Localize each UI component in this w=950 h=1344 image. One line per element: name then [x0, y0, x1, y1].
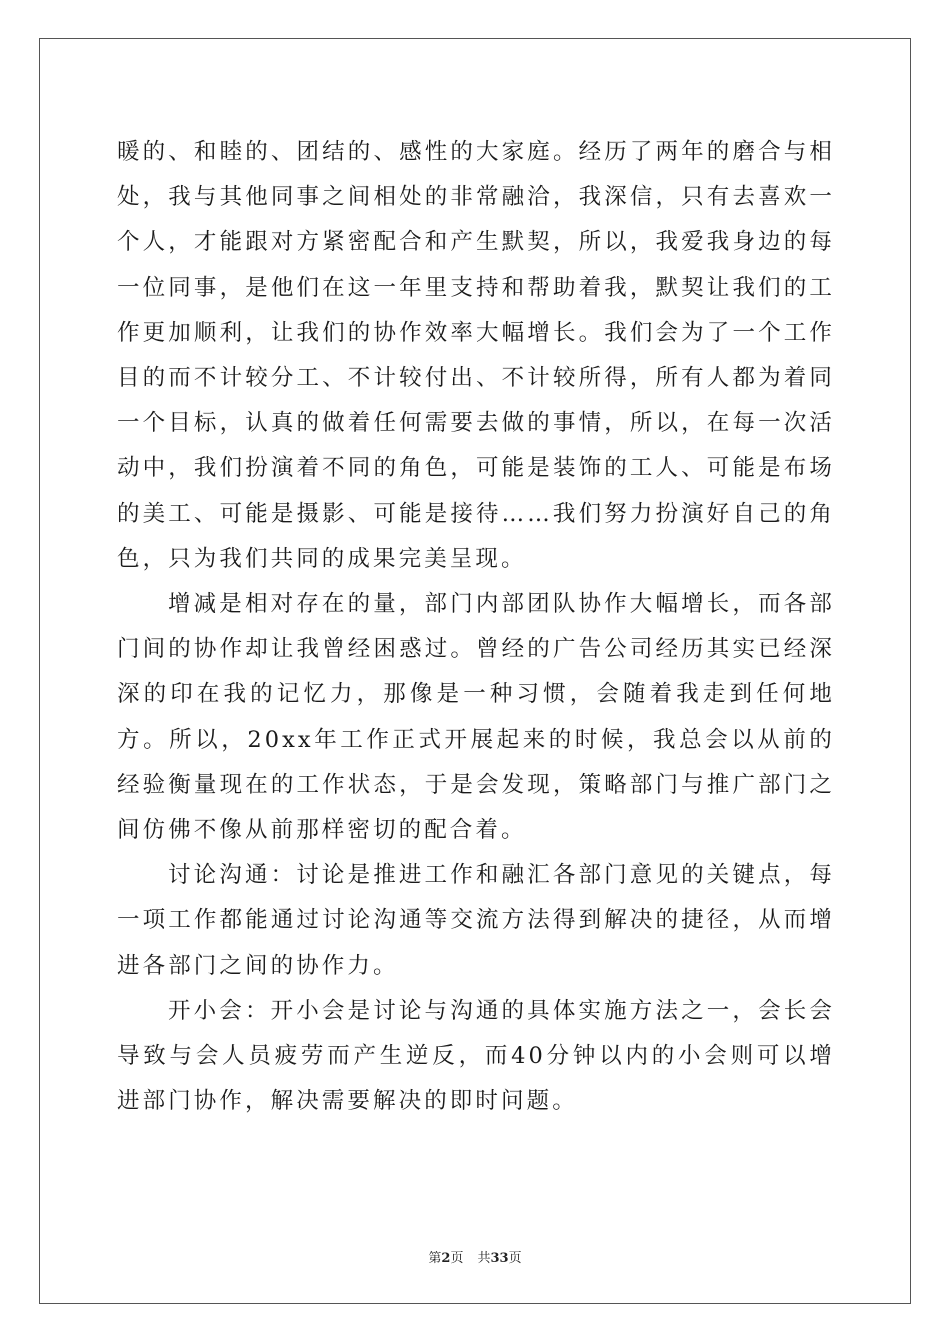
paragraph: 增减是相对存在的量，部门内部团队协作大幅增长，而各部门间的协作却让我曾经困惑过。曾经的广告公司经历其实已经深深的印在我的记忆力，那像是一种习惯，会随着我走到任何地方。所以，20xx年工作正式开展起来的时候，我总会以从前的经验衡量现在的工作状态，于是会发现，策略部门与推广部门之间仿佛不像从前那样密切的配合着。 — [117, 591, 835, 844]
total-suffix: 页 — [508, 1251, 522, 1266]
paragraph: 讨论沟通：讨论是推进工作和融汇各部门意见的关键点，每一项工作都能通过讨论沟通等交流方法得到解决的捷径，从而增进各部门之间的协作力。 — [117, 862, 835, 979]
paragraph: 开小会：开小会是讨论与沟通的具体实施方法之一，会长会导致与会人员疲劳而产生逆反，而40分钟以内的小会则可以增进部门协作，解决需要解决的即时问题。 — [117, 997, 835, 1115]
page-prefix: 第 — [428, 1251, 442, 1266]
total-prefix: 共 — [477, 1251, 491, 1266]
page-number: 2 — [441, 1251, 451, 1266]
page-suffix: 页 — [450, 1251, 464, 1266]
document-body — [117, 130, 835, 1124]
total-pages: 33 — [490, 1251, 509, 1266]
paragraph: 暖的、和睦的、团结的、感性的大家庭。经历了两年的磨合与相处，我与其他同事之间相处的非常融洽，我深信，只有去喜欢一个人，才能跟对方紧密配合和产生默契，所以，我爱我身边的每一位同事，是他们在这一年里支持和帮助着我，默契让我们的工作更加顺利，让我们的协作效率大幅增长。我们会为了一个工作目的而不计较分工、不计较付出、不计较所得，所有人都为着同一个目标，认真的做着任何需要去做的事情，所以，在每一次活动中，我们扮演着不同的角色，可能是装饰的工人、可能是布场的美工、可能是摄影、可能是接待……我们努力扮演好自己的角色，只为我们共同的成果完美呈现。 — [117, 139, 835, 572]
page-footer — [0, 1247, 950, 1266]
